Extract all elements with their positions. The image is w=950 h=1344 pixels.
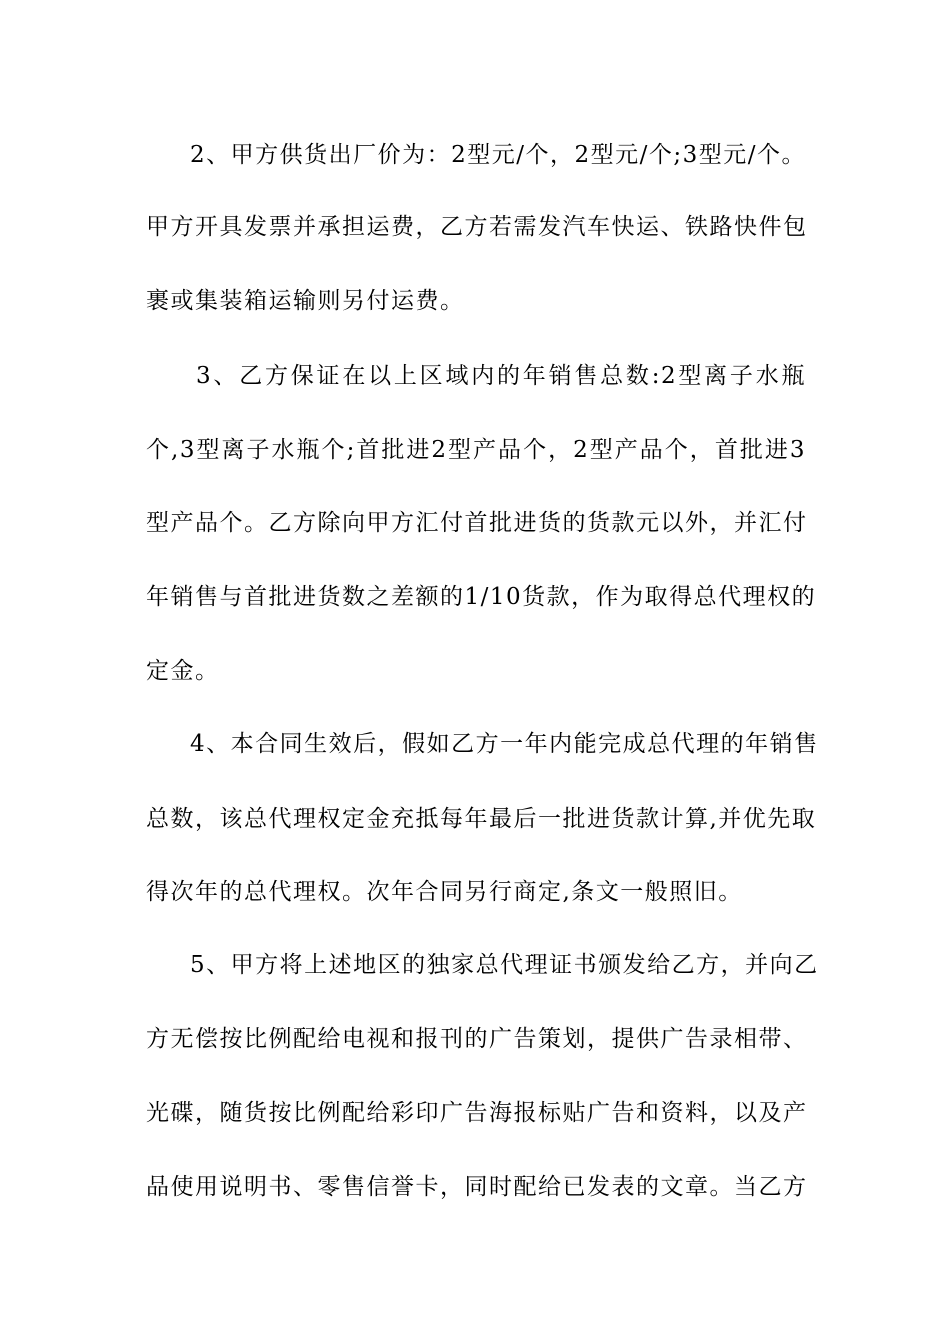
paragraph-4-line-2: 总数，该总代理权定金充抵每年最后一批进货款计算,并优先取 bbox=[146, 806, 817, 832]
paragraph-5-line-4: 品使用说明书、零售信誉卡，同时配给已发表的文章。当乙方 bbox=[146, 1174, 808, 1200]
paragraph-5-line-2: 方无偿按比例配给电视和报刊的广告策划，提供广告录相带、 bbox=[146, 1026, 808, 1052]
paragraph-3-line-5: 定金。 bbox=[146, 658, 220, 684]
paragraph-3-line-1: 3、乙方保证在以上区域内的年销售总数:2型离子水瓶 bbox=[196, 363, 806, 389]
paragraph-3-line-3: 型产品个。乙方除向甲方汇付首批进货的货款元以外，并汇付 bbox=[146, 510, 808, 536]
paragraph-5-line-3: 光碟，随货按比例配给彩印广告海报标贴广告和资料，以及产 bbox=[146, 1100, 808, 1126]
paragraph-5-line-1: 5、甲方将上述地区的独家总代理证书颁发给乙方，并向乙 bbox=[190, 952, 819, 978]
paragraph-3-line-2: 个,3型离子水瓶个;首批进2型产品个，2型产品个，首批进3 bbox=[146, 437, 806, 463]
paragraph-4-line-1: 4、本合同生效后，假如乙方一年内能完成总代理的年销售 bbox=[190, 731, 819, 757]
paragraph-3-line-4: 年销售与首批进货数之差额的1/10货款，作为取得总代理权的 bbox=[146, 584, 817, 610]
paragraph-4-line-3: 得次年的总代理权。次年合同另行商定,条文一般照旧。 bbox=[146, 879, 743, 905]
paragraph-2-line-3: 裹或集装箱运输则另付运费。 bbox=[146, 288, 465, 314]
paragraph-2-line-2: 甲方开具发票并承担运费，乙方若需发汽车快运、铁路快件包 bbox=[146, 214, 808, 240]
paragraph-2-line-1: 2、甲方供货出厂价为：2型元/个，2型元/个;3型元/个。 bbox=[190, 142, 807, 168]
